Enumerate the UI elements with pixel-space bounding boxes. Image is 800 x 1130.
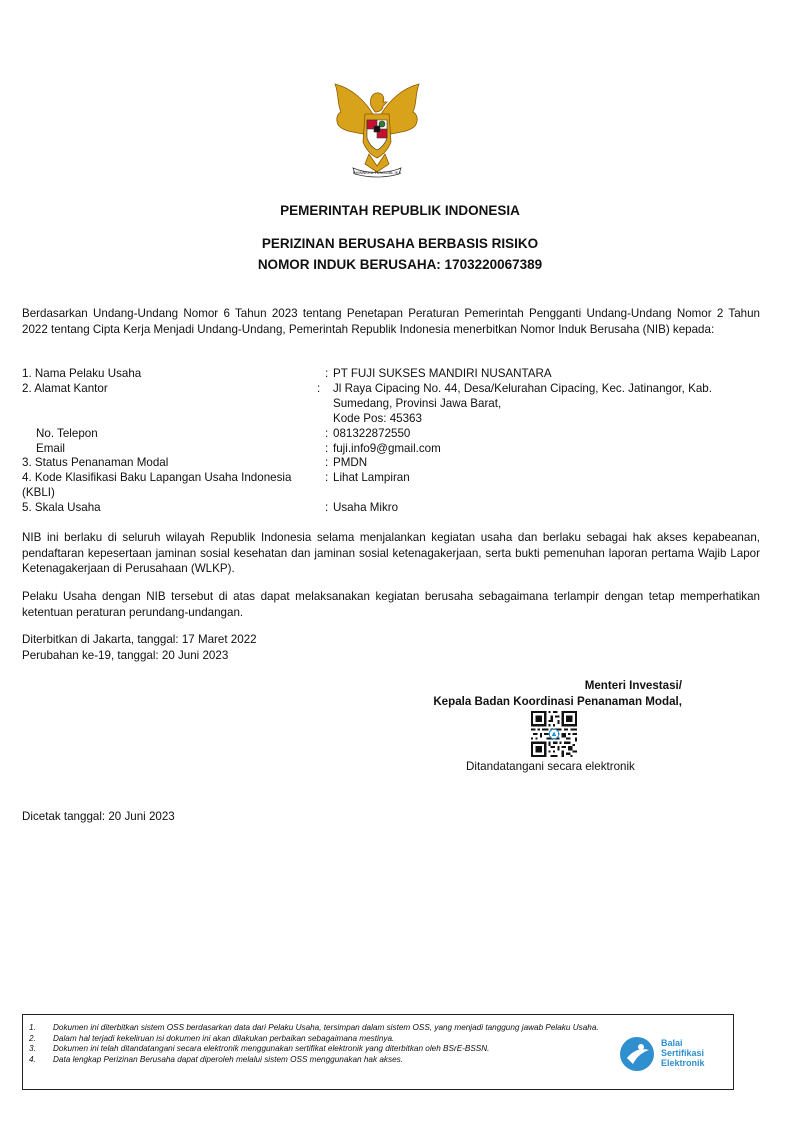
revision-line: Perubahan ke-19, tanggal: 20 Juni 2023 (22, 648, 229, 662)
issued-info (22, 632, 257, 663)
government-heading: PEMERINTAH REPUBLIK INDONESIA (280, 203, 520, 218)
signer-title (420, 678, 682, 709)
footer-note: 1. Dokumen ini diterbitkan sistem OSS berdasarkan data dari Pelaku Usaha, tersimpan dalam sistem OSS, yang menjadi tanggung jawab Pelaku Usaha. (29, 1023, 599, 1032)
field-value: : PMDN (325, 456, 368, 469)
intro-paragraph: Berdasarkan Undang-Undang Nomor 6 Tahun 2023 tentang Penetapan Peraturan Pemerintah Pengganti Undang-Undang Nomor 2 Tahun 2022 tentang Cipta Kerja Menjadi Undang-Undang, Pemerintah Republik Indonesia menerbitkan Nomor Induk Berusaha (NIB) kepada: (22, 307, 760, 336)
bsre-logo (617, 1034, 729, 1074)
field-label: 5. Skala Usaha (22, 501, 101, 514)
field-value: : Lihat Lampiran (325, 471, 410, 484)
footer-notes-list (29, 1023, 615, 1065)
nib-number: NOMOR INDUK BERUSAHA: 1703220067389 (257, 257, 543, 272)
validity-paragraph: NIB ini berlaku di seluruh wilayah Republik Indonesia selama menjalankan kegiatan usaha dan berlaku sebagai hak akses kepabeanan, pendaftaran kepesertaan jaminan sosial kesehatan dan jaminan sosial ketenagakerjaan, serta bukti pemenuhan laporan pertama Wajib Lapor Ketenagakerjaan di Perusahaan (WLKP). (22, 531, 760, 575)
field-value: : PT FUJI SUKSES MANDIRI NUSANTARA (325, 367, 552, 380)
qr-code-icon (531, 711, 577, 757)
signer-title-line2: Kepala Badan Koordinasi Penanaman Modal, (433, 694, 682, 708)
field-label: 2. Alamat Kantor (22, 382, 108, 395)
field-label: No. Telepon (36, 427, 98, 440)
footer-note: 3. Dokumen ini telah ditandatangani secara elektronik menggunakan sertifikat elektronik yang diterbitkan oleh BSrE-BSSN. (29, 1044, 490, 1054)
svg-text:BHINNEKA TUNGGAL IKA: BHINNEKA TUNGGAL IKA (352, 170, 402, 175)
field-label: 3. Status Penanaman Modal (22, 456, 169, 469)
footer-notes-box (22, 1014, 734, 1090)
bsre-logo-text: Balai Sertifikasi Elektronik (661, 1038, 705, 1068)
printed-date: Dicetak tanggal: 20 Juni 2023 (22, 810, 175, 823)
bsre-logo-icon (617, 1034, 657, 1074)
field-value: : Jl Raya Cipacing No. 44, Desa/Kelurahan Cipacing, Kec. Jatinangor, Kab. Sumedang, Provinsi Jawa Barat, Kode Pos: 45363 (317, 382, 712, 425)
field-value: : 081322872550 (325, 427, 411, 440)
footer-note: 4. Data lengkap Perizinan Berusaha dapat diperoleh melalui sistem OSS menggunakan hak akses. (29, 1054, 403, 1064)
postal-code: Kode Pos: 45363 (333, 412, 422, 425)
issued-line: Diterbitkan di Jakarta, tanggal: 17 Maret 2022 (22, 633, 257, 646)
footer-note: 2. Dalam hal terjadi kekeliruan isi dokumen ini akan dilakukan perbaikan sebagaimana mestinya. (29, 1033, 395, 1043)
field-value: : Usaha Mikro (325, 501, 399, 514)
field-value: : fuji.info9@gmail.com (325, 442, 441, 455)
field-label: Email (36, 442, 65, 455)
electronic-signature-note: Ditandatangani secara elektronik (466, 760, 635, 773)
obligation-paragraph: Pelaku Usaha dengan NIB tersebut di atas dapat melaksanakan kegiatan berusaha sebagaimana terlampir dengan tetap memperhatikan ketentuan peraturan perundang-undangan. (22, 590, 760, 619)
permit-title: PERIZINAN BERUSAHA BERBASIS RISIKO (261, 236, 539, 251)
signer-title-line1: Menteri Investasi/ (584, 679, 682, 692)
garuda-emblem-icon (327, 80, 427, 178)
field-label: 4. Kode Klasifikasi Baku Lapangan Usaha Indonesia (KBLI) (22, 471, 292, 499)
field-label: 1. Nama Pelaku Usaha (22, 367, 142, 380)
